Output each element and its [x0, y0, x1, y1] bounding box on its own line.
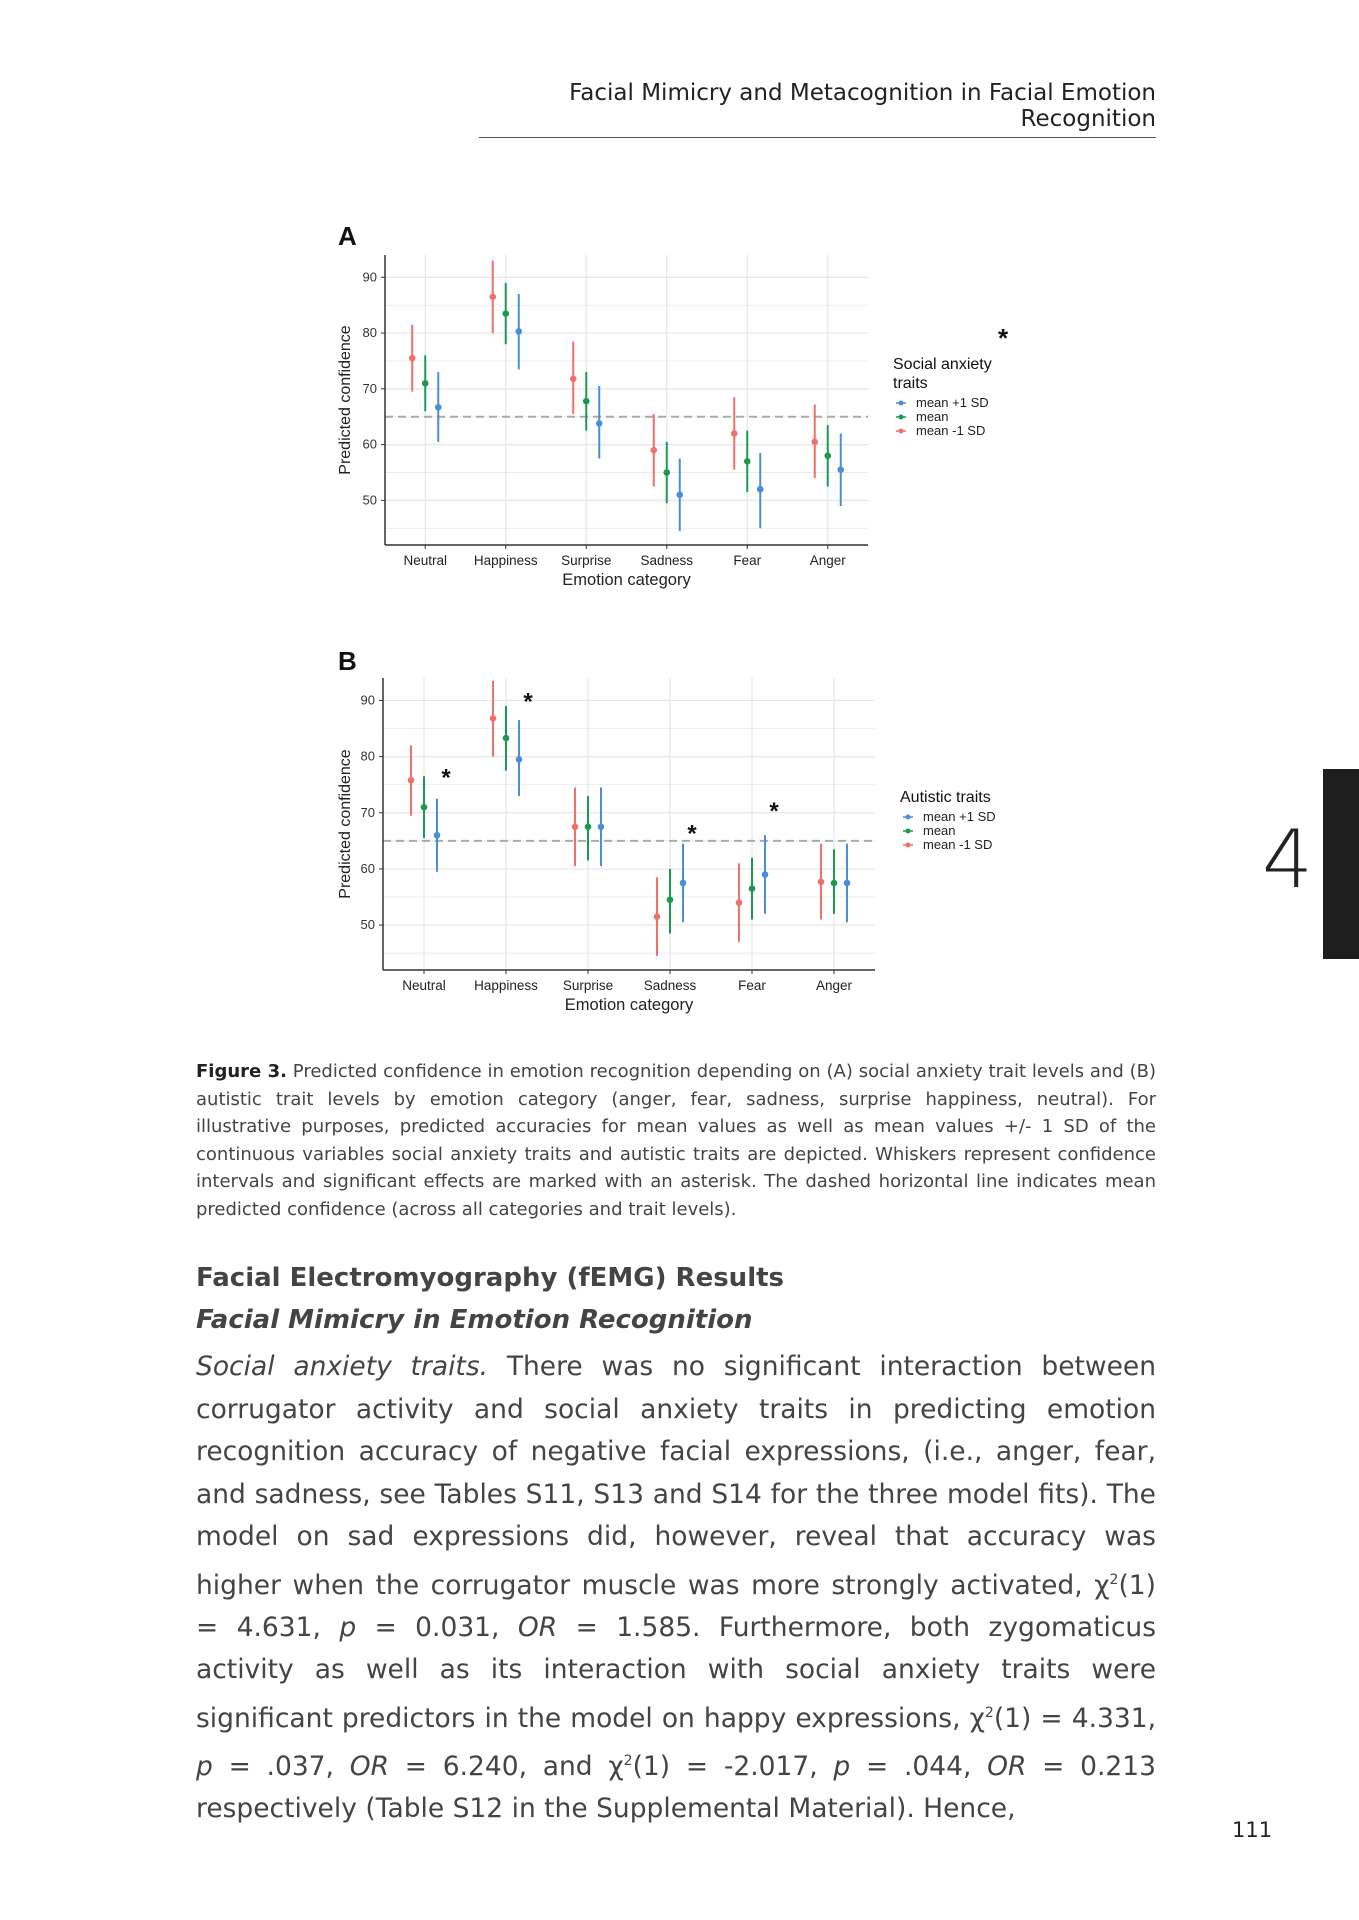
data-point [749, 885, 756, 892]
stat-symbol: p [196, 1750, 213, 1782]
y-tick-label: 60 [360, 860, 375, 876]
data-point [818, 879, 825, 886]
y-axis-label: Predicted confidence [337, 749, 354, 899]
x-tick-label: Fear [733, 553, 762, 568]
data-point [598, 824, 605, 831]
x-tick-label: Happiness [474, 978, 538, 993]
x-tick-label: Anger [815, 978, 853, 993]
panel-label: B [338, 646, 357, 676]
panel-label: A [338, 221, 357, 251]
superscript: 2 [623, 1753, 633, 1770]
text-run: = 0.213 respectively (Table S12 in the Supplemental Material). Hence, [196, 1750, 1156, 1825]
x-tick-label: Happiness [473, 553, 538, 568]
chapter-tab [1323, 769, 1359, 959]
significance-asterisk: * [441, 764, 451, 792]
legend-key-point [899, 429, 904, 434]
legend-key-point [906, 815, 911, 820]
page-number: 111 [1232, 1818, 1273, 1842]
figure-panel-a [320, 215, 1040, 605]
legend-key-point [899, 401, 904, 406]
significance-asterisk: * [687, 820, 697, 848]
y-tick-label: 80 [362, 325, 377, 341]
y-tick-label: 60 [362, 436, 377, 452]
text-run: = .037, [212, 1750, 350, 1782]
data-point [757, 486, 764, 493]
x-tick-label: Neutral [403, 553, 448, 568]
data-point [731, 430, 738, 437]
legend-title: Autistic traits [900, 789, 991, 806]
text-run: = 1.585. Furthermore, both zygomaticus activity as well as its interaction with social anxiety traits were significant predictors in the model on happy expressions, χ [196, 1611, 1157, 1734]
running-head: Facial Mimicry and Metacognition in Facial Emotion Recognition [479, 80, 1156, 138]
legend-key-point [906, 843, 911, 848]
data-point [844, 880, 851, 887]
data-point [434, 832, 441, 839]
significance-asterisk: * [769, 798, 779, 826]
data-point [516, 756, 523, 763]
caption-text: Predicted confidence in emotion recognition depending on (A) social anxiety trait levels and (B) autistic trait levels by emotion category (anger, fear, sadness, surprise happiness, neutral). For illustrative purposes, predicted accuracies for mean values as well as mean values +/- 1 SD of the continuous variables social anxiety traits and autistic traits are depicted. Whiskers represent confidence intervals and significant effects are marked with an asterisk. The dashed horizontal line indicates mean predicted confidence (across all categories and trait levels). [196, 1061, 1156, 1220]
y-tick-label: 90 [360, 692, 375, 708]
data-point [585, 824, 592, 831]
data-point [837, 466, 844, 473]
text-run: (1) = 4.331, [993, 1702, 1156, 1734]
data-point [663, 469, 670, 476]
legend-entry-label: mean -1 SD [916, 423, 986, 438]
data-point [503, 735, 510, 742]
paragraph-lead: Social anxiety traits. [196, 1351, 489, 1382]
data-point [744, 458, 751, 465]
legend-entry-label: mean +1 SD [923, 809, 996, 824]
data-point [680, 880, 687, 887]
subsection-heading: Facial Mimicry in Emotion Recognition [196, 1305, 753, 1335]
legend-key-point [906, 829, 911, 834]
stat-symbol: OR [517, 1611, 558, 1643]
data-point [676, 492, 683, 499]
text-run: = 0.031, [356, 1611, 518, 1643]
legend-entry-label: mean [916, 409, 949, 424]
y-tick-label: 90 [362, 269, 377, 285]
x-axis-label: Emotion category [562, 571, 691, 589]
data-point [736, 899, 743, 906]
text-run: = 6.240, and χ [389, 1750, 624, 1782]
data-point [409, 355, 416, 362]
x-tick-label: Fear [738, 978, 766, 993]
stat-symbol: OR [987, 1750, 1027, 1782]
legend-entry-label: mean +1 SD [916, 395, 989, 410]
data-point [831, 880, 838, 887]
data-point [654, 913, 661, 920]
y-tick-label: 80 [360, 748, 375, 764]
data-point [570, 376, 577, 383]
x-tick-label: Surprise [561, 553, 612, 568]
chapter-number: 4 [1262, 813, 1313, 906]
stat-symbol: OR [349, 1750, 389, 1782]
data-point [435, 404, 442, 411]
legend-entry-label: mean -1 SD [923, 837, 993, 852]
legend-key-point [899, 415, 904, 420]
data-point [667, 897, 674, 904]
legend-asterisk: * [997, 323, 1009, 353]
x-axis-label: Emotion category [564, 996, 694, 1014]
legend-entry-label: mean [923, 823, 956, 838]
y-tick-label: 50 [360, 917, 375, 933]
caption-label: Figure 3. [196, 1061, 287, 1082]
y-tick-label: 70 [362, 380, 377, 396]
data-point [650, 447, 657, 454]
legend-title: traits [893, 375, 928, 392]
data-point [572, 824, 579, 831]
y-axis-label: Predicted confidence [337, 325, 354, 475]
x-tick-label: Surprise [562, 978, 614, 993]
data-point [762, 871, 769, 878]
data-point [811, 439, 818, 446]
stat-symbol: p [339, 1611, 357, 1643]
superscript: 2 [984, 1704, 994, 1721]
data-point [583, 398, 590, 405]
x-tick-label: Neutral [402, 978, 446, 993]
legend-title: Social anxiety [893, 356, 992, 373]
body-paragraph [196, 1346, 1156, 1831]
figure-panel-b [320, 640, 1040, 1030]
data-point [422, 380, 429, 387]
superscript: 2 [1109, 1571, 1119, 1588]
section-heading: Facial Electromyography (fEMG) Results [196, 1263, 785, 1293]
text-run: = .044, [850, 1750, 988, 1782]
data-point [408, 777, 415, 784]
stat-symbol: p [833, 1750, 851, 1782]
text-run: (1) = 4.631, [196, 1569, 1156, 1643]
x-tick-label: Sadness [640, 553, 694, 568]
x-tick-label: Sadness [643, 978, 697, 993]
data-point [490, 715, 497, 722]
data-point [824, 452, 831, 459]
y-tick-label: 70 [360, 804, 375, 820]
data-point [489, 294, 496, 301]
data-point [502, 310, 509, 317]
text-run: There was no significant interaction between corrugator activity and social anxiety traits in predicting emotion recognition accuracy of negative facial expressions, (i.e., anger, fear, and sadness, see Tables S11, S13 and S14 for the three model fits). The model on sad expressions did, however, reveal that accuracy was higher when the corrugator muscle was more strongly activated, χ [196, 1351, 1156, 1601]
y-tick-label: 50 [362, 492, 377, 508]
data-point [596, 420, 603, 427]
data-point [421, 804, 428, 811]
text-run: (1) = -2.017, [632, 1750, 834, 1782]
figure-caption [196, 1058, 1156, 1223]
x-tick-label: Anger [809, 553, 846, 568]
data-point [515, 328, 522, 335]
significance-asterisk: * [523, 688, 533, 716]
